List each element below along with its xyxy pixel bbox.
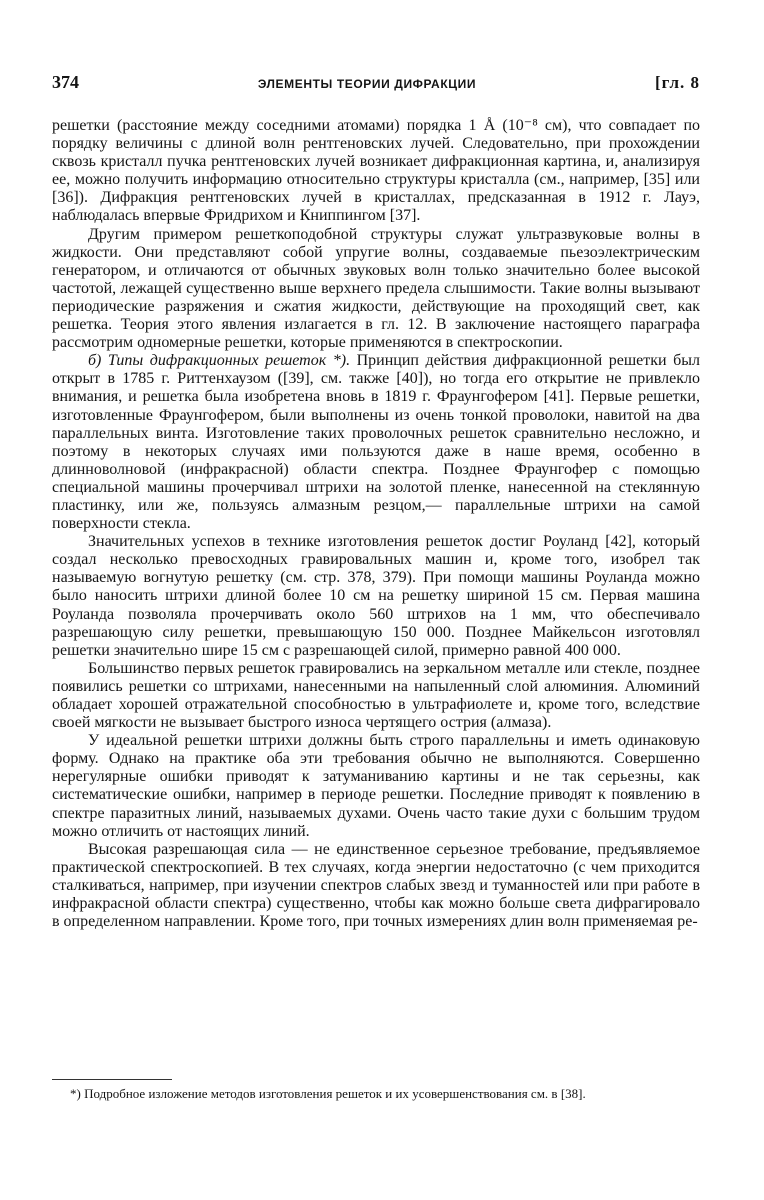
footnote [52, 1086, 700, 1102]
paragraph: Другим примером решеткоподобной структуры служат ультразвуковые волны в жидкости. Они представляют собой упругие волны, создаваемые пьезоэлектрическим генератором, и отличаются от обычных звуковых волн только значительно более высокой частотой, лежащей существенно выше верхнего предела слышимости. Такие волны вызывают периодические разряжения и сжатия жидкости, действующие на проходящий свет, как решетка. Теория этого явления излагается в гл. 12. В заключение настоящего параграфа рассмотрим одномерные решетки, которые применяются в спектроскопии. [52, 225, 700, 352]
chapter-marker: [гл. 8 [654, 73, 700, 92]
paragraph: У идеальной решетки штрихи должны быть строго параллельны и иметь одинаковую форму. Однако на практике оба эти требования обычно не выполняются. Совершенно нерегулярные ошибки приводят к затуманиванию картины и не так серьезны, как систематические ошибки, например в периоде решетки. Последние приводят к появлению в спектре паразитных линий, называемых духами. Очень часто такие духи с большим трудом можно отличить от настоящих линий. [52, 732, 700, 840]
paragraph-text: Принцип действия дифракционной решетки был открыт в 1785 г. Риттенхаузом ([39], см. также [40]), но тогда его открытие не привлекло внимания, и решетка была изобретена вновь в 1819 г. Фраунгофером [41]. Первые решетки, изготовленные Фраунгофером, были выполнены из очень тонкой проволоки, навитой на два параллельных винта. Изготовление таких проволочных решеток сравнительно несложно, и поэтому в некоторых случаях ими пользуются даже в наше время, особенно в длинноволновой (инфракрасной) области спектра. Позднее Фраунгофер с помощью специальной машины прочерчивал штрихи на золотой пленке, нанесенной на стеклянную пластинку, или же, пользуясь алмазным резцом,— параллельные штрихи на самой поверхности стекла. [52, 352, 700, 533]
footnote-text: *) Подробное изложение методов изготовления решеток и их усовершенствования см. в [38]. [70, 1086, 586, 1101]
main-text [52, 117, 700, 931]
paragraph: решетки (расстояние между соседними атомами) порядка 1 Å (10⁻⁸ см), что совпадает по порядку величины с длиной волн рентгеновских лучей. Следовательно, при прохождении сквозь кристалл пучка рентгеновских лучей возникает дифракционная картина, и, анализируя ее, можно получить информацию относительно структуры кристалла (см., например, [35] или [36]). Дифракция рентгеновских лучей в кристаллах, предсказанная в 1912 г. Лауэ, наблюдалась впервые Фридрихом и Книппингом [37]. [52, 117, 700, 225]
paragraph: Высокая разрешающая сила — не единственное серьезное требование, предъявляемое практической спектроскопией. В тех случаях, когда энергии недостаточно (с чем приходится сталкиваться, например, при изучении спектров слабых звезд и туманностей или при работе в инфракрасной области спектра) существенно, чтобы как можно больше света дифрагировало в определенном направлении. Кроме того, при точных измерениях длин волн применяемая ре- [52, 840, 700, 931]
page-number: 374 [52, 72, 79, 92]
paragraph-section-b [52, 352, 700, 533]
running-title: ЭЛЕМЕНТЫ ТЕОРИИ ДИФРАКЦИИ [257, 77, 477, 91]
paragraph: Большинство первых решеток гравировались на зеркальном металле или стекле, позднее появились решетки со штрихами, нанесенными на напыленный слой алюминия. Алюминий обладает хорошей отражательной способностью в ультрафиолете и, кроме того, вследствие своей мягкости не вызывает быстрого износа чертящего острия (алмаза). [52, 659, 700, 732]
running-header [52, 72, 700, 100]
paragraph: Значительных успехов в технике изготовления решеток достиг Роуланд [42], который создал несколько превосходных гравировальных машин и, кроме того, изобрел так называемую вогнутую решетку (см. стр. 378, 379). При помощи машины Роуланда можно было наносить штрихи длиной более 10 см на решетку шириной 15 см. Первая машина Роуланда позволяла прочерчивать около 560 штрихов на 1 мм, что обеспечивало разрешающую силу решетки, превышающую 150 000. Позднее Майкельсон изготовлял решетки значительно шире 15 см с разрешающей силой, примерно равной 400 000. [52, 533, 700, 659]
footnote-divider [52, 1079, 172, 1080]
section-heading: б) Типы дифракционных решеток *). [88, 352, 351, 370]
